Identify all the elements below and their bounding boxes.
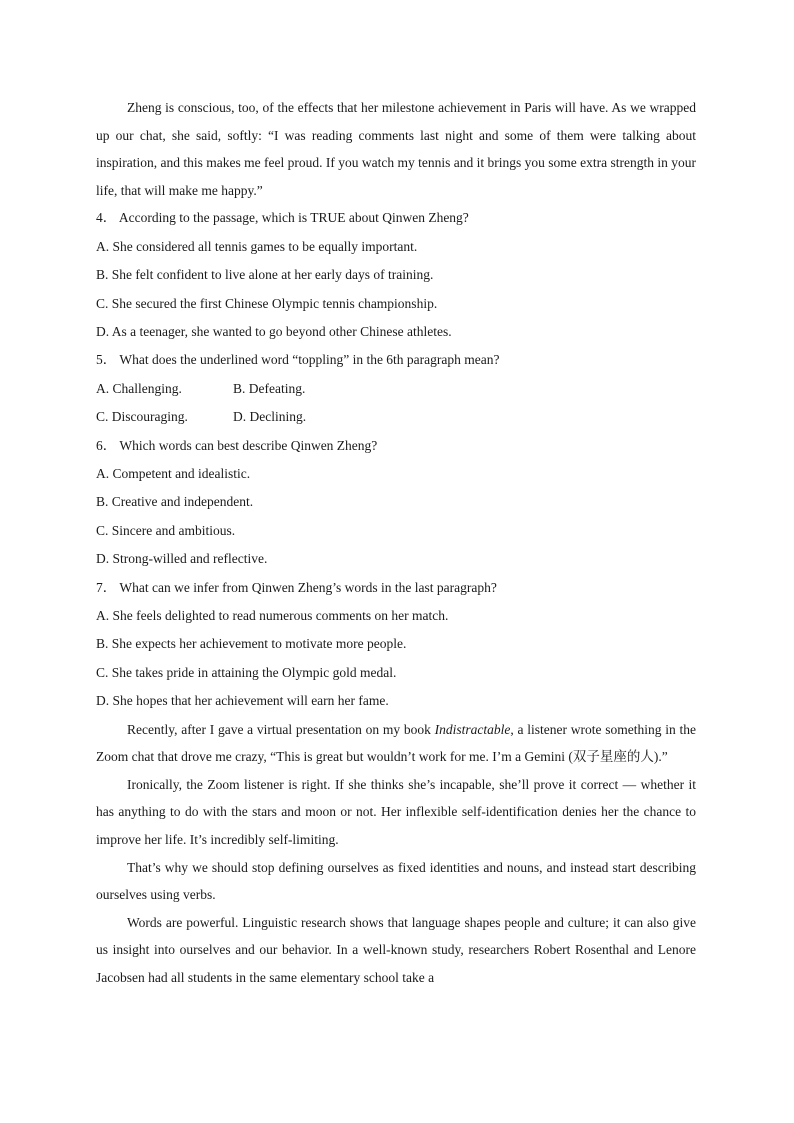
question-7-option-c: C. She takes pride in attaining the Olympic gold medal. <box>96 664 397 680</box>
question-7-option-a: A. She feels delighted to read numerous comments on her match. <box>96 608 449 624</box>
question-7-option-b: B. She expects her achievement to motivate more people. <box>96 636 407 652</box>
question-4-option-d: D. As a teenager, she wanted to go beyond other Chinese athletes. <box>96 324 452 339</box>
question-6-stem: 6． Which words can best describe Qinwen Zheng? <box>96 437 378 453</box>
question-7-stem: 7． What can we infer from Qinwen Zheng’s words in the last paragraph? <box>96 579 497 595</box>
question-4-option-c: C. She secured the first Chinese Olympic tennis championship. <box>96 295 438 311</box>
book-title: Indistractable <box>434 721 511 737</box>
paragraph-zheng-conscious: Zheng is conscious, too, of the effects that her milestone achievement in Paris will have. As we wrapped up our chat, she said, softly: “I was reading comments last night and some of them were talking about inspiration, and this makes me feel proud. If you watch my tennis and it brings you some extra strength in your life, that will make me happy.” <box>96 100 696 198</box>
question-4 <box>96 204 696 346</box>
paragraph-words-are-powerful: Words are powerful. Linguistic research shows that language shapes people and culture; it can also give us insight into ourselves and our behavior. In a well-known study, researchers Robert Rosenthal and Lenore Jacobsen had all students in the same elementary school take a <box>96 914 696 986</box>
question-5-option-a: A. Challenging. <box>96 380 182 396</box>
question-5-option-d: D. Declining. <box>233 409 307 425</box>
paragraph-ironically: Ironically, the Zoom listener is right. If she thinks she’s incapable, she’ll prove it correct — whether it has anything to do with the stars and moon or not. Her inflexible self-identification denies her the chance to improve her life. It’s incredibly self-limiting. <box>96 776 696 848</box>
paragraph-thats-why: That’s why we should stop defining ourselves as fixed identities and nouns, and instead start describing ourselves using verbs. <box>96 859 696 903</box>
question-6-option-d: D. Strong-willed and reflective. <box>96 551 268 567</box>
question-5-option-c: C. Discouraging. <box>96 409 188 425</box>
question-5-options-row-1 <box>96 375 696 403</box>
question-5-option-b: B. Defeating. <box>233 380 306 396</box>
question-7-option-d: D. She hopes that her achievement will earn her fame. <box>96 693 389 709</box>
paragraph-recently <box>96 716 696 771</box>
question-4-stem: 4． According to the passage, which is TRUE about Qinwen Zheng? <box>96 210 469 226</box>
question-5-stem: 5． What does the underlined word “toppling” in the 6th paragraph mean? <box>96 352 500 368</box>
document-page <box>96 94 696 992</box>
question-5-options-row-2 <box>96 403 696 431</box>
paragraph-recently-before: Recently, after I gave a virtual presentation on my book <box>127 721 435 737</box>
question-6-option-c: C. Sincere and ambitious. <box>96 522 236 538</box>
question-6 <box>96 432 696 574</box>
paragraph-recently-after: , a listener wrote something in the Zoom chat that drove me crazy, “This is great but wouldn’t work for me. I’m a Gemini (双子星座的人).” <box>96 721 696 765</box>
question-6-option-a: A. Competent and idealistic. <box>96 466 251 482</box>
question-5 <box>96 346 696 431</box>
question-4-option-b: B. She felt confident to live alone at her early days of training. <box>96 267 434 283</box>
question-6-option-b: B. Creative and independent. <box>96 494 254 510</box>
question-7 <box>96 574 696 716</box>
question-4-option-a: A. She considered all tennis games to be equally important. <box>96 238 418 254</box>
